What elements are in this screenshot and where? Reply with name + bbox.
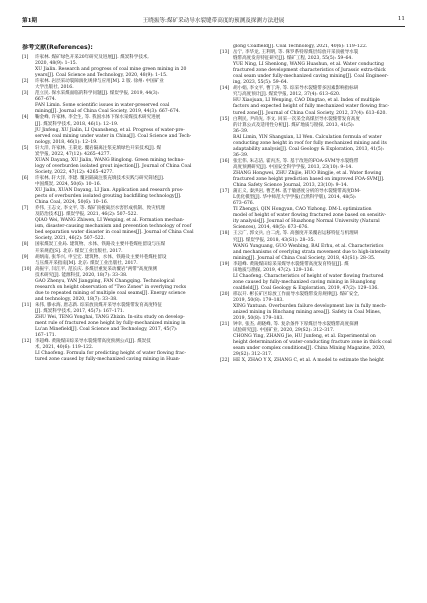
- reference-entry: [220, 189, 405, 231]
- reference-number: [20]: [220, 291, 230, 297]
- reference-line: 朱伟, 滕永海, 唐志新. 综采放顶煤开采导水裂缝带发育高度特征: [35, 302, 162, 308]
- reference-line: ing, 2023, 55(5): 59–64.: [233, 80, 289, 86]
- reference-line: 许家林. 煤矿绿色开采20年研究及进展[J]. 煤炭科学技术,: [35, 55, 149, 60]
- reference-line: 胡炳南, 张华兴, 申宝宏. 建筑物、水体、铁路及主要井巷煤柱留设: [35, 254, 167, 260]
- reference-line: YUE Ning, LI Shenlong, WANG Huashun, et al. Water conducting: [233, 62, 384, 68]
- reference-line: LI Chaofeng. Formula for predicting height of water flowing frac-: [35, 351, 187, 357]
- reference-line: 36–39.: [233, 152, 249, 158]
- reference-line: 2019, 50(8): 179–183.: [233, 297, 284, 303]
- reference-entry: [220, 50, 405, 86]
- reference-line: China Safety Science Journal, 2013, 23(10): 9–14.: [233, 183, 349, 189]
- reference-entry: [22, 176, 207, 206]
- reference-line: 的计算公式及适用性分析[J]. 煤矿地质与勘探, 2013, 41(5):: [233, 122, 355, 128]
- reference-line: mining[J]. Journal of China Coal Society, 2019, 44(3): 667–674.: [35, 109, 181, 115]
- reference-number: [4]: [22, 115, 29, 121]
- reference-text: [233, 358, 405, 364]
- reference-line: 与压煤开采指南[M]. 北京: 煤炭工业出版社, 2017.: [35, 260, 138, 266]
- page-number: 11: [397, 16, 405, 22]
- reference-line: 乔伟, 王志文, 李文平, 等. 煤矿顶板离层水害形成机制、致灾机理: [35, 206, 165, 212]
- reference-line: ZHU Wei, TENG Yonghai, TANG Zhixin. In-situ study on develop-: [35, 315, 185, 321]
- reference-line: HU Xiaojuan, LI Wenping, CAO Dingtao, et al. Index of multiple: [233, 98, 380, 104]
- reference-text: [35, 339, 207, 363]
- reference-text: [35, 115, 207, 145]
- reference-text: [233, 262, 405, 292]
- reference-line: 大学出版社, 2016.: [35, 85, 74, 91]
- reference-text: [35, 255, 207, 267]
- reference-line: 2019, 50(8): 179–183.: [233, 316, 284, 322]
- reference-line: ment rule of fractured zone height by fully-mechanized mining in: [35, 321, 186, 327]
- reference-text: [35, 206, 207, 242]
- reference-line: seam under complex conditions[J]. China Mining Magazine, 2020,: [233, 346, 386, 352]
- reference-line: 高度预测研究[J]. 中国安全科学学报, 2013, 23(10): 9–14.: [233, 164, 353, 170]
- reference-line: WANG Yunguang, GUO Wenbing, BAI Erhu, et al. Characteristics: [233, 243, 384, 249]
- reference-number: [9]: [22, 254, 29, 260]
- reference-entry: [22, 115, 207, 145]
- reference-text: [233, 292, 405, 322]
- reference-line: 究与高度预计[J]. 煤炭学报, 2012, 37(4): 613–620.: [233, 92, 341, 98]
- reference-line: 蒲正义, 秦洪岩, 曹艺林. 基于敏感度分析的导水裂缝带高度DM-: [233, 189, 361, 195]
- reference-line: 167–171.: [35, 333, 57, 339]
- reference-line: 炭学报, 2022, 47(12): 4265–4277.: [35, 151, 111, 157]
- reference-line: 667–674.: [35, 97, 57, 103]
- reference-entry: [22, 255, 207, 267]
- reference-line: 张宏伟, 朱志洁, 霍丙杰, 等. 基于改进的FOA-SVM导水裂缝带: [233, 158, 359, 164]
- reference-line: adaptability analysis[J]. Coal Geology & Exploration, 2013, 41(5):: [233, 146, 385, 152]
- reference-columns: [22, 44, 405, 585]
- reference-line: 王云广, 郭文兵, 白二虎, 等. 高强度开采覆岩运移特征与机理研: [233, 231, 359, 237]
- reference-line: coal seam under fully-mechanized caving mining[J]. Coal Engineer-: [233, 74, 389, 80]
- reference-line: ism, disaster-causing mechanism and prevention technology of roof: [35, 224, 192, 230]
- reference-number: [5]: [22, 145, 29, 151]
- reference-line: mining[J]. Journal of China Coal Society, 2018, 43(S1): 28–35.: [233, 255, 376, 261]
- reference-line: 673–676.: [233, 201, 255, 207]
- running-title: 王晓振等:煤矿采动导水裂缝带高度的预测及探测方法进展: [142, 18, 285, 24]
- reference-line: 田地质与勘探, 2019, 47(2): 129–136.: [233, 267, 314, 273]
- reference-text: [233, 117, 405, 159]
- reference-number: [21]: [220, 322, 230, 328]
- reference-line: 轩大洋, 许家林, 王秉龙. 覆岩隔离注浆充填绿色开采技术[J]. 煤: [35, 145, 162, 151]
- reference-line: GAO Zhenyu, YAN Jiangping, FAN Changqing. Technological: [35, 278, 175, 284]
- reference-line: 缝带高度发育特征研究[J]. 煤矿工程, 2023, 55(5): 59–64.: [233, 56, 353, 62]
- reference-line: XU Jialin, XUAN Dayang, LI Jian. Application and research pros-: [35, 188, 184, 194]
- reference-text: [233, 86, 405, 116]
- reference-line: 术, 2021, 40(6): 119–122.: [35, 345, 94, 351]
- issue-number: 第1期: [22, 18, 38, 24]
- reference-line: 钟幸, 张杰, 胡晓峰, 等. 复杂条件下厚煤层导水裂缝带高度探测: [233, 322, 359, 328]
- reference-line: 白利民, 尹尚先, 李文. 回采一次采全高煤层导水裂缝带发育高度: [233, 116, 360, 122]
- reference-line: and technology, 2020, 18(7): 33–38.: [35, 296, 118, 302]
- reference-line: fractured zone development characteristics of Jurassic extra-thick: [233, 68, 386, 74]
- reference-line: 国家煤炭工业局. 建筑物、水体、铁路及主要井巷煤柱留设与压煤: [35, 242, 166, 248]
- reference-entry: [220, 292, 405, 322]
- reference-line: 范立民. 保水采煤面临的科学问题[J]. 煤炭学报, 2019, 44(3):: [35, 91, 160, 97]
- reference-entry: [22, 303, 207, 339]
- reference-text: [35, 91, 207, 115]
- reference-line: anized mining in Binchang mining area[J]. Safety in Coal Mines,: [233, 310, 382, 316]
- reference-text: [35, 303, 207, 339]
- reference-line: model of height of water flowing fractured zone based on sensitiv-: [233, 213, 387, 219]
- right-column: [220, 44, 405, 585]
- reference-line: LI Chaofeng. Characteristics of height of water flowing fractured: [233, 273, 384, 279]
- reference-number: [7]: [22, 206, 29, 212]
- reference-line: 胡小娟, 李文平, 曹丁涛, 等. 综采导水裂缝带多因素影响指标研: [233, 86, 359, 92]
- reference-entry: [22, 146, 207, 176]
- reference-line: Society, 2022, 47(12): 4265–4277.: [35, 169, 114, 175]
- reference-line: XING Yantuan. Overburden failure development law in fully mech-: [233, 304, 387, 310]
- reference-line: due to repeated mining of multiple coal seams[J]. Energy science: [35, 290, 186, 296]
- reference-text: [35, 146, 207, 176]
- reference-line: FAN Limin. Some scientific issues in water-preserved coal: [35, 103, 170, 109]
- reference-line: ZHANG Hongwei, ZHU Zhijie, HUO Bingjie, et al. Water flowing: [233, 170, 382, 176]
- reference-line: nology, 2018, 46(1): 12–19.: [35, 139, 98, 145]
- reference-line: 许家林. 岩层采动裂隙演化规律与应用[M]. 2 版. 徐州: 中国矿业: [35, 79, 164, 85]
- reference-line: 高振宇, 闫江平, 范长庆. 多煤层重复采动覆岩"两带"高度预测: [35, 266, 157, 272]
- reference-number: [19]: [220, 261, 230, 267]
- reference-line: years[J]. Coal Science and Technology, 2020, 48(9): 1–15.: [35, 73, 168, 79]
- reference-number: [13]: [220, 50, 230, 56]
- reference-entry: [220, 231, 405, 261]
- reference-number: [2]: [22, 79, 29, 85]
- reference-entry: [22, 206, 207, 242]
- reference-line: [J]. 煤炭科学技术, 2017, 45(7): 167–171.: [35, 308, 125, 314]
- reference-line: 技术研究[J]. 能源科技, 2020, 18(7): 33–38.: [35, 272, 128, 278]
- reference-line: 试验研究[J]. 中国矿业, 2020, 29(S2): 312–317.: [233, 328, 335, 334]
- reference-text: [35, 79, 207, 91]
- reference-line: BAI Limin, YIN Shangxian, LI Wen. Calculation formula of water: [233, 134, 382, 140]
- reference-line: and mechanisms of overlying strata movement due to high-intensity: [233, 249, 391, 255]
- reference-line: 邢以开. 彬长矿区综放工作面导水裂缝带发育规律[J]. 煤矿安全,: [233, 291, 360, 297]
- reference-number: [10]: [22, 266, 32, 272]
- reference-entry: [22, 339, 207, 363]
- reference-number: [12]: [22, 339, 32, 345]
- reference-text: [233, 231, 405, 261]
- reference-line: logy of overburden isolated grout injection[J]. Journal of China Coal: [35, 163, 192, 169]
- reference-line: XUAN Dayang, XU Jialin, WANG Binglong. Green mining techno-: [35, 157, 185, 163]
- reference-number: [3]: [22, 91, 29, 97]
- reference-line: L优化模型[J]. 华中师范大学学报(自然科学版), 2014, 48(5):: [233, 195, 357, 201]
- running-header: [22, 14, 405, 27]
- reference-entry: [220, 322, 405, 358]
- reference-line: [J]. 煤炭科学技术, 2018, 46(1): 12–19.: [35, 121, 119, 127]
- reference-line: conducting zone height in roof for fully mechanized mining and its: [233, 140, 387, 146]
- reference-number: [6]: [22, 175, 29, 181]
- reference-number: [11]: [22, 302, 32, 308]
- reference-number: [18]: [220, 231, 230, 237]
- reference-line: JU Jinfeng, XU Jialin, LI Quansheng, et al. Progress of water-pre-: [35, 127, 185, 133]
- reference-line: Sciences), 2014, 48(5): 673–676.: [233, 225, 309, 231]
- left-reference-list: [22, 55, 207, 363]
- reference-line: 36–39.: [233, 128, 249, 134]
- reference-line: glong Coalfield[J]. Coal Technology, 2021, 40(6): 119–122.: [233, 44, 368, 49]
- reference-entry: [22, 91, 207, 115]
- reference-line: ity analysis[J]. Journal of Huazhong Normal University (Natural: [233, 219, 380, 225]
- reference-line: CHONG Ying, ZHANG Jie, HU Junfeng, et al. Experimental on: [233, 334, 376, 340]
- reference-line: 中国煤炭, 2024, 50(6): 10–16.: [35, 181, 102, 187]
- reference-entry: [220, 86, 405, 116]
- reference-number: [15]: [220, 116, 230, 122]
- reference-line: HE X, ZHAO Y X, ZHANG C, et al. A model to estimate the height: [233, 358, 384, 364]
- reference-line: bed separation water disaster in coal mines[J]. Journal of China Coal: [35, 230, 194, 236]
- left-column: [22, 44, 207, 585]
- reference-line: served coal mining under water in China[J]. Coal Science and Tech-: [35, 133, 192, 139]
- reference-text: [233, 159, 405, 189]
- reference-line: coalfield[J]. Coal Geology & Exploration, 2019, 47(2): 129–136.: [233, 285, 379, 291]
- reference-line: fractured zone height prediction based on improved FOA-SVM[J].: [233, 177, 385, 183]
- reference-text: [35, 267, 207, 303]
- reference-line: XU Jialin. Research and progress of coal mine green mining in 20: [35, 67, 187, 73]
- reference-number: [16]: [220, 158, 230, 164]
- reference-line: research on height observation of "Two Zones" in overlying rocks: [35, 284, 187, 290]
- reference-line: 李超峰. 黄陵煤田综采导水裂缝带高度预测公式[J]. 煤炭技: [35, 339, 151, 345]
- reference-line: 鞠金峰, 许家林, 李全生, 等. 我国水体下保水采煤技术研究进展: [35, 115, 161, 121]
- reference-text: [35, 176, 207, 206]
- reference-line: 许家林, 轩大洋, 李建. 覆岩隔离注浆充填技术实践与研究简述[J].: [35, 175, 165, 181]
- reference-entry: [22, 79, 207, 91]
- reference-text: [35, 242, 207, 254]
- reference-line: height determination of water-conducting fracture zone in thick coal: [233, 340, 392, 346]
- reference-text: [233, 322, 405, 358]
- reference-line: Lu'an Minefield[J]. Coal Science and Technology, 2017, 45(7):: [35, 327, 178, 333]
- reference-line: 开采规范[S]. 北京: 煤炭工业出版社, 2017.: [35, 248, 123, 254]
- reference-line: zone caused by fully-mechanized caving mining in Huanglong: [233, 279, 376, 285]
- reference-line: China Coal, 2024, 50(6): 10–16.: [35, 200, 109, 206]
- reference-line: tured zone caused by fully-mechanized caving mining in Huan-: [35, 357, 181, 363]
- reference-line: Society, 2021, 46(2): 507–522.: [35, 236, 105, 242]
- reference-number: [22]: [220, 358, 230, 364]
- reference-text: [233, 189, 405, 231]
- reference-number: [14]: [220, 86, 230, 92]
- reference-entry: [22, 242, 207, 254]
- reference-entry: [220, 358, 405, 364]
- reference-entry: [22, 267, 207, 303]
- reference-number: [1]: [22, 55, 29, 60]
- reference-line: tured zone[J]. Journal of China Coal Society, 2012, 37(4): 613–620.: [233, 110, 387, 116]
- references-heading: 参考文献(References):: [22, 44, 93, 51]
- reference-entry: [220, 117, 405, 159]
- reference-number: [8]: [22, 242, 29, 248]
- reference-entry: [220, 262, 405, 292]
- reference-line: TI Zhengyi, QIN Hongyan, CAO Yizhong. DM-L optimization: [233, 207, 372, 213]
- reference-line: QIAO Wei, WANG Zhiwen, LI Wenping, et al. Formation mechan-: [35, 218, 185, 224]
- reference-line: 岳宁, 李华龙, 王利明, 等. 侏罗系特厚煤层综放开采顶板导水裂: [233, 50, 359, 56]
- right-reference-list: [220, 50, 405, 364]
- reference-line: factors and expected height of fully mechanized water flowing frac-: [233, 104, 390, 110]
- reference-line: 及防治技术[J]. 煤炭学报, 2021, 46(2): 507–522.: [35, 212, 138, 218]
- reference-line: pects of overburden isolated grouting backfilling technology[J].: [35, 194, 182, 200]
- reference-entry: [22, 55, 207, 79]
- reference-line: 李超峰. 黄陵煤田综采采煤导水裂缝带高度发育特征[J]. 煤: [233, 261, 349, 267]
- reference-text: [35, 55, 207, 79]
- reference-line: 2020, 48(9): 1–15.: [35, 61, 78, 67]
- reference-line: 29(S2): 312–317.: [233, 352, 273, 358]
- reference-line: 究[J]. 煤炭学报, 2018, 43(S1): 28–35.: [233, 237, 315, 243]
- reference-number: [17]: [220, 189, 230, 195]
- reference-entry: [220, 159, 405, 189]
- reference-text: [233, 50, 405, 86]
